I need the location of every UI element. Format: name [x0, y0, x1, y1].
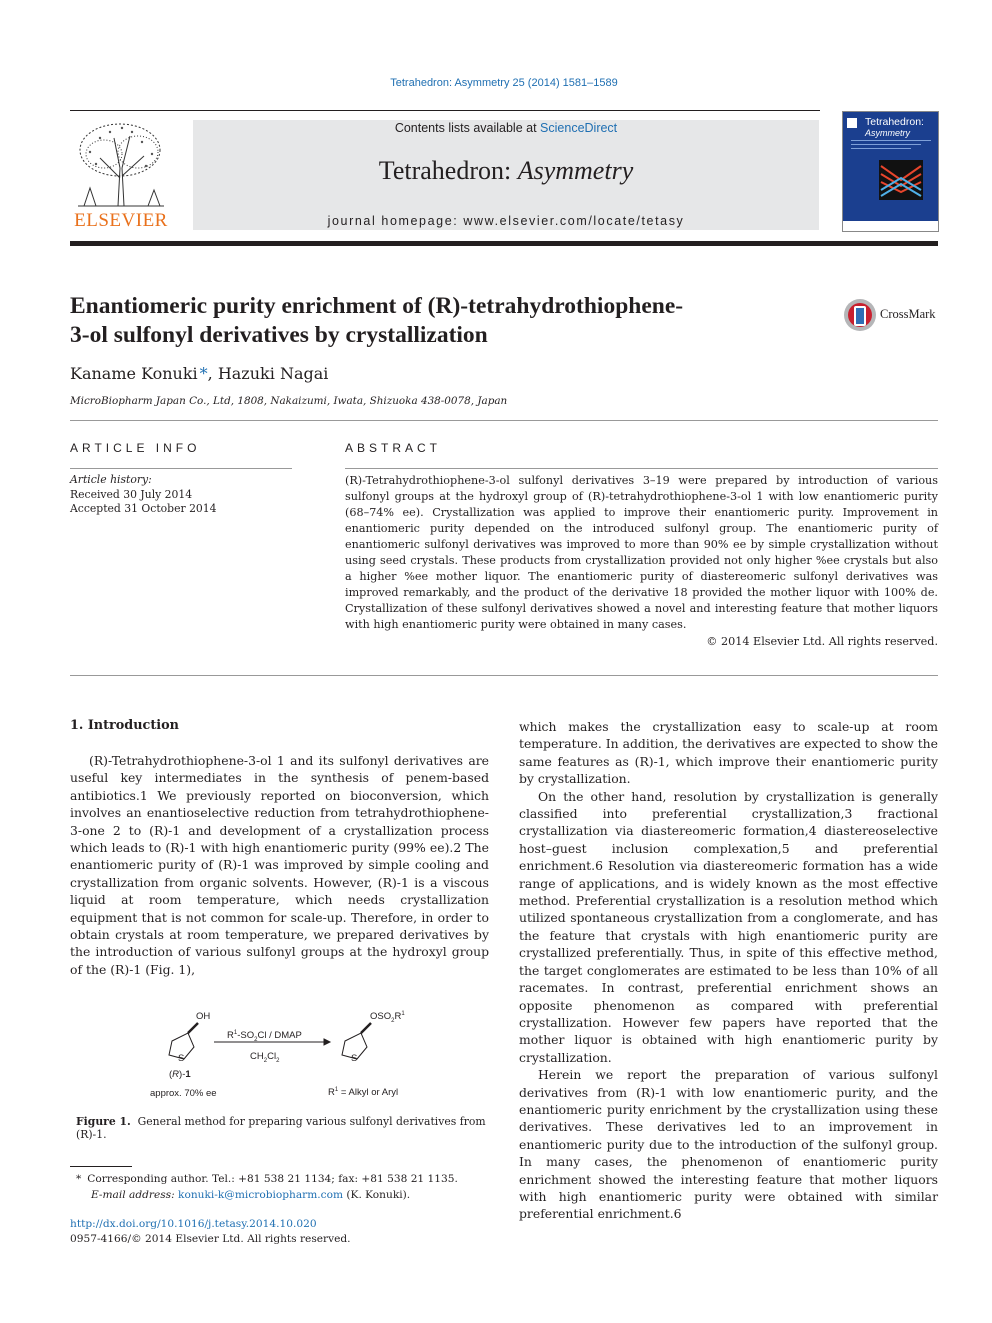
starting-material-label: (R)-1	[169, 1069, 191, 1080]
article-title: Enantiomeric purity enrichment of (R)-tetrahydrothiophene- 3-ol sulfonyl derivatives by crystallization	[70, 293, 684, 348]
right-column	[519, 718, 938, 1223]
corresponding-author-link[interactable]: *	[199, 364, 208, 383]
author-nagai[interactable]: Hazuki Nagai	[217, 364, 329, 383]
intro-paragraph-2: On the other hand, resolution by crystallization is generally classified into preferential crystallization,3 fractional crystallization via diastereomeric formation,4 diastereoselective host–guest inclusion complexation,5 and preferential enrichment.6 Resolution via diastereomeric formation has a wide range of applications, and is widely known as the most effective method. Preferential crystallization is a resolution method which utilized spontaneous crystallization from a conglomerate, and has the feature that crystals with high enantiomeric purity are crystallized preferentially. Thus, in spite of this effective method, the target conglomerates are estimated to be less than 10% of all racemates. In contrast, preferential enrichment shows an opposite phenomenon as compared with preferential crystallization. However few papers have reported that the mother liquor is obtained with high enantiomeric purity by crystallization.	[519, 788, 938, 1065]
starting-material-ee: approx. 70% ee	[150, 1088, 217, 1099]
elsevier-tree-icon	[70, 118, 172, 210]
abstract-heading: ABSTRACT	[345, 441, 442, 455]
s-label-left: S	[178, 1053, 185, 1064]
article-info-heading: ARTICLE INFO	[70, 441, 201, 455]
journal-cover-thumbnail[interactable]	[842, 111, 939, 232]
oh-label: OH	[196, 1011, 211, 1022]
figure-1	[70, 1005, 489, 1105]
intro-paragraph-1-cont: which makes the crystallization easy to scale-up at room temperature. In addition, the derivatives are expected to show the same features as (R)-1, which improve their enantiomeric purity by crystallization.	[519, 719, 938, 787]
s-label-right: S	[351, 1053, 358, 1064]
solvent-label: $CH_2Cl_2$	[250, 1051, 280, 1064]
crossmark-label: CrossMark	[880, 307, 936, 321]
journal-citation-link[interactable]: Tetrahedron: Asymmetry 25 (2014) 1581–1589	[390, 77, 618, 89]
doi-link[interactable]: http://dx.doi.org/10.1016/j.tetasy.2014.10.020	[70, 1218, 317, 1230]
r1-definition: $R^1$ = Alkyl or Aryl	[328, 1087, 399, 1099]
journal-header-box	[193, 120, 819, 230]
info-top-rule	[70, 420, 938, 421]
header-top-rule	[70, 110, 820, 111]
figure-1-caption: Figure 1. General method for preparing various sulfonyl derivatives from (R)-1.	[76, 1115, 486, 1141]
email-link[interactable]: konuki-k@microbiopharm.com	[178, 1189, 344, 1201]
intro-paragraph-1: (R)-Tetrahydrothiophene-3-ol 1 and its sulfonyl derivatives are useful key intermediates in the synthesis of penem-based antibiotics.1 We previously reported on bioconversion, which involves an enantioselective reduction from tetrahydrothiophene-3-one 2 to (R)-1 and development of a crystallization process which leads to (R)-1 with high enantiomeric purity (99% ee).2 The enantiomeric purity of (R)-1 was improved by simple cooling and crystallization from organic solvents. However, (R)-1 is a viscous liquid at room temperature, which needs crystallization equipment that is not common for scale-up. Therefore, in order to obtain crystals at room temperature, we prepared derivatives by the introduction of various sulfonyl groups at the hydroxyl group of the (R)-1 (Fig. 1),	[70, 753, 489, 977]
affiliation: MicroBiopharm Japan Co., Ltd, 1808, Nakaizumi, Iwata, Shizuoka 438-0078, Japan	[70, 395, 508, 407]
journal-title: Tetrahedron: Asymmetry	[378, 156, 634, 185]
article-history	[70, 473, 292, 517]
elsevier-wordmark: ELSEVIER	[74, 210, 168, 231]
cover-subtitle: Asymmetry	[865, 128, 910, 138]
accepted-date: Accepted 31 October 2014	[70, 502, 217, 515]
reagent-label: $R^1-SO_2Cl$ / DMAP	[227, 1030, 302, 1044]
intro-paragraph-3: Herein we report the preparation of various sulfonyl derivatives from (R)-1 with low enantiomeric purity, and the enantiomeric purity enrichment by the crystallization using these derivatives. These derivatives led to an improvement in enantiomeric purity due to the introduction of the sulfonyl group. In many cases, the phenomenon of enantiomeric purity enrichment showed the interesting feature that mother liquors with high enantiomeric purity were obtained with similar preferential enrichment.6	[519, 1067, 938, 1222]
author-konuki[interactable]: Kaname Konuki	[70, 364, 198, 383]
journal-homepage[interactable]: journal homepage: www.elsevier.com/locate/tetasy	[327, 214, 685, 228]
footnote-rule	[70, 1166, 132, 1167]
corresponding-author-footnote: * Corresponding author. Tel.: +81 538 21 1134; fax: +81 538 21 1135. E-mail address: konuki-k@microbiopharm.com (K. Konuki).	[76, 1173, 458, 1201]
section-heading-introduction: 1. Introduction	[70, 718, 179, 733]
crossmark-icon	[843, 297, 877, 333]
issn-line: 0957-4166/© 2014 Elsevier Ltd. All rights reserved.	[70, 1233, 351, 1245]
header-bottom-rule	[70, 241, 938, 246]
info-heading-rule	[70, 468, 292, 469]
elsevier-logo[interactable]	[70, 118, 172, 232]
sciencedirect-link[interactable]: ScienceDirect	[540, 121, 618, 135]
abstract-bottom-rule	[70, 675, 938, 676]
oso2r-label: $OSO_2R^1$	[370, 1011, 405, 1025]
abstract-heading-rule	[345, 468, 938, 469]
history-label: Article history:	[70, 473, 152, 486]
received-date: Received 30 July 2014	[70, 487, 193, 501]
cover-art-icon	[879, 160, 923, 200]
contents-available-text: Contents lists available at	[394, 121, 537, 135]
authors: Kaname Konuki *, Hazuki Nagai	[70, 364, 329, 383]
abstract-text: (R)-Tetrahydrothiophene-3-ol sulfonyl derivatives 3–19 were prepared by introduction of various sulfonyl groups at the hydroxyl group of (R)-tetrahydrothiophene-3-ol 1 with low enantiomeric purity (68–74% ee). Crystallization was applied to improve their enantiomeric purity. Improvement in enantiomeric purity depended on the introduced sulfonyl group. The enantiomeric purity of enantiomeric sulfonyl derivatives was improved to more than 90% ee by simple crystallization without using seed crystals. These products from crystallization provided not only higher %ee crystals but also a higher %ee mother liquor. The enantiomeric purity of diastereomeric sulfonyl derivatives was improved remarkably, and the product of the derivative 18 provided the mother liquor with 100% de. Crystallization of these sulfonyl derivatives showed a novel and interesting feature that mother liquors with high enantiomeric purity were obtained in many cases.	[345, 474, 938, 631]
crossmark-badge[interactable]	[843, 297, 943, 333]
footer	[70, 1217, 351, 1247]
reaction-scheme	[70, 1005, 489, 1105]
abstract-copyright: © 2014 Elsevier Ltd. All rights reserved.	[706, 635, 938, 648]
cover-title: Tetrahedron:	[865, 116, 924, 128]
